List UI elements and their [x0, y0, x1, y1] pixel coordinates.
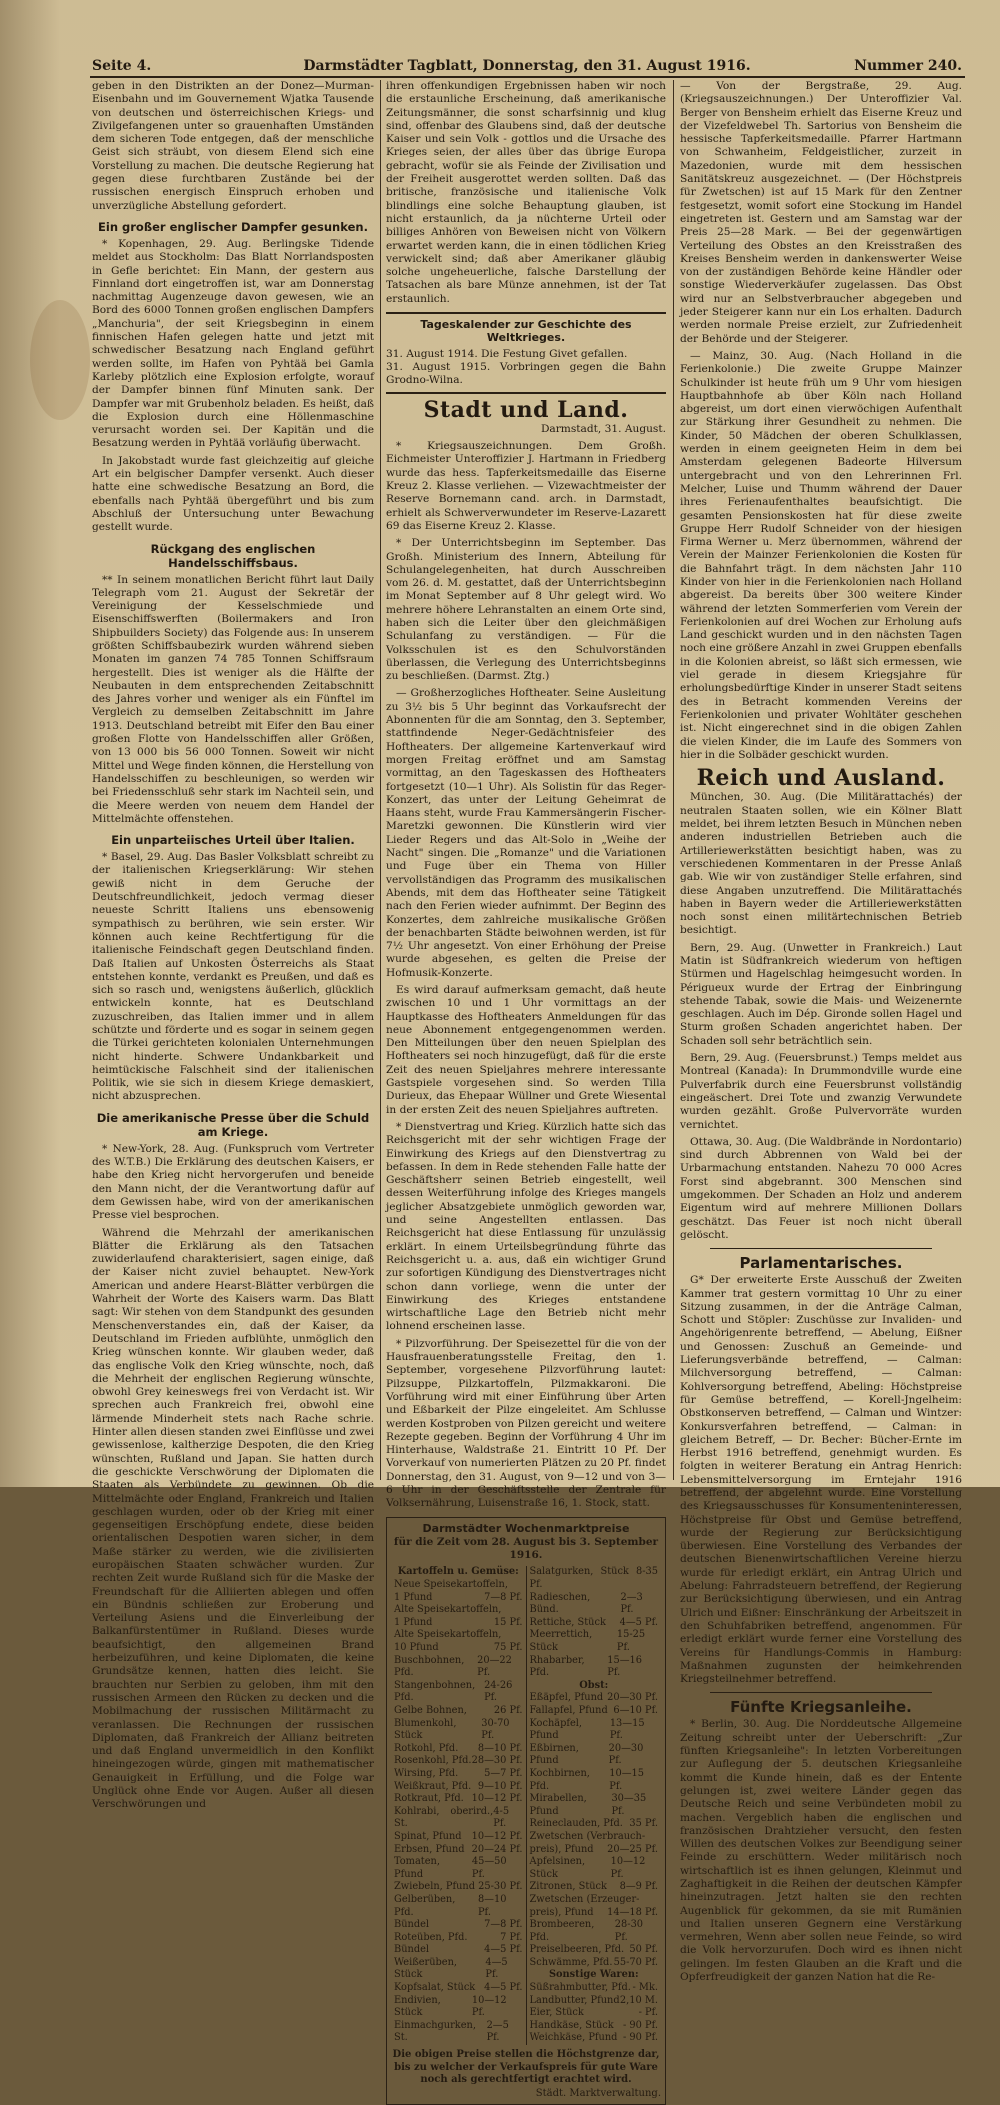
market-row: [394, 1718, 523, 1743]
market-row: [530, 1957, 659, 1970]
market-price: - 90 Pf.: [623, 2032, 658, 2044]
market-price: 8—9 Pf.: [619, 1881, 658, 1893]
market-price: 10—12 Pf.: [471, 1994, 507, 2019]
headline-italien: Ein unparteiisches Urteil über Italien.: [111, 833, 355, 848]
wochenmarktpreise-box: [386, 1517, 666, 2105]
market-price: 6—10 Pf.: [613, 1705, 658, 1716]
market-item: Eier, Stück: [529, 2007, 584, 2019]
market-subtitle: für die Zeit vom 28. August bis 3. September 1916.: [393, 1535, 659, 1562]
market-price: 28-30 Pf.: [614, 1919, 644, 1943]
paper-stain: [30, 300, 90, 420]
market-item: preis), Pfund: [529, 1843, 594, 1855]
market-item: Rosenkohl, Pfd.: [394, 1755, 472, 1767]
market-row: [394, 1655, 523, 1680]
market-row: [394, 1743, 523, 1756]
market-row: [530, 1793, 659, 1818]
market-row: [530, 1982, 659, 1995]
article-continuation: ihren offenkundigen Ergebnissen haben wir noch die erstaunliche Erscheinung, daß amerikanische Zeitungsmänner, die sonst scharfsinnig und klug sind, offenbar des Glaubens sind, daß der deutsche Kaiser und sein Volk - gottlos und die Ursache des Krieges seien, der alles über das übrige Europa gebracht, wofür sie als Feinde der Zivilisation und der Freiheit ausgerottet werden sollten. Daß das britische, französische und italienische Volk blindlings eine solche Behauptung glauben, ist nicht erstaunlich, da ja nüchterne Urteil oder billiges Anhören von Beweisen nicht von Völkern erwartet werden kann, die in einen tödlichen Krieg verwickelt sind; daß aber Amerikaner gläubig solche ungeheuerliche, falsche Darstellung der Tatsachen als bare Münze annehmen, ist der Tat erstaunlich.: [386, 80, 666, 305]
market-price: 20—30 Pf.: [608, 1742, 644, 1767]
market-row: [530, 2007, 659, 2020]
market-item: Landbutter, Pfund: [529, 1994, 620, 2006]
market-row: [394, 1806, 523, 1831]
article-continuation: geben in den Distrikten an der Donez—Murman-Eisenbahn und im Gouvernement Wjatka Tausende von deutschen und österreichischen Kriegs- und Zivilgefangenen unter so grauenhaften Umständen dem sicheren Tode entgegen, daß der menschliche Geist sich sträubt, von diesem Elend sich eine Vorstellung zu machen. Die deutsche Regierung hat gegen diese furchtbaren Zustände bei der russischen energisch Einspruch erhoben und unverzügliche Abstellung gefordert.: [92, 80, 374, 212]
column-divider: [673, 80, 674, 1480]
market-item: Weißkraut, Pfd.: [394, 1780, 472, 1792]
market-row: [530, 1592, 659, 1617]
calendar-entry: 31. August 1915. Vorbringen gegen die Bahn Grodno-Wilna.: [386, 360, 666, 387]
market-item: Meerrettich, Stück: [529, 1629, 593, 1654]
market-item: Rettiche, Stück: [529, 1616, 606, 1628]
headline-parlamentarisches: Parlamentarisches.: [739, 1254, 903, 1273]
market-item: Eßäpfel, Pfund: [529, 1692, 604, 1704]
market-price: - Pf.: [638, 2007, 658, 2019]
market-price: 9—10 Pf.: [477, 1780, 523, 1792]
market-price: 45—50 Pf.: [471, 1856, 507, 1880]
article-paragraph: — Von der Bergstraße, 29. Aug. (Kriegsauszeichnungen.) Der Unteroffizier Val. Berger von Bensheim erhielt das Eiserne Kreuz und der Vizefeldwebel Th. Sartorius von Bensheim die hessische Tapferkeitsmedaille. Pfarrer Hartmann von Schwanheim, Feldgeistlicher, zurzeit in Mazedonien, wurde mit dem hessischen Sanitätskreuz ausgezeichnet. — (Der Höchstpreis für Zwetschen) ist auf 15 Mark für den Zentner festgesetzt, womit sofort eine Stockung im Handel eingetreten ist. Gestern und am Samstag war der Preis 25—28 Mark. — Bei der gegenwärtigen Verteilung des Obstes an den Kreisstraßen des Kreises Bensheim werden in dankenswerter Weise von der zuständigen Behörde keine Händler oder sonstige Wiederverkäufer zugelassen. Das Obst wird nur an Selbstverbraucher abgegeben und jeder Steigerer kann nur ein Los erhalten. Dadurch werden normale Preise erzielt, zur Zufriedenheit der Behörde und der Steigerer.: [680, 80, 962, 345]
market-price: 7—8 Pf.: [484, 1591, 523, 1603]
market-item: Neue Speisekartoffeln,: [394, 1579, 508, 1591]
market-price: 35 Pf.: [629, 1818, 658, 1830]
market-price: 30—35 Pf.: [611, 1793, 647, 1817]
market-price: 50 Pf.: [629, 1944, 658, 1956]
article-paragraph: Während die Mehrzahl der amerikanischen Blätter die Erklärung als den Tatsachen zuwiderlaufend charakterisiert, sagen einige, daß der Kaiser nicht zuviel behauptet. New-York American und andere Hearst-Blätter verbürgen die Wahrheit der Worte des Kaisers warm. Das Blatt sagt: Wir stehen von dem Standpunkt des gesunden Menschenverstandes ein, daß der Kaiser, da Deutschland im Frieden aufblühte, unmöglich den Krieg wünschen konnte. Wir glauben weder, daß das englische Volk den Krieg wünschte, noch, daß die Mehrheit der englischen Regierung wünschte, obwohl Grey keineswegs frei von Verdacht ist. Wir sprechen auch Frankreich frei, obwohl eine lärmende Minderheit stets nach Rache schrie. Hinter allen diesen standen zwei Einflüsse und zwei gewissenlose, kaltherzige Despoten, die den Krieg wünschten, Rußland und Japan. Sie hatten durch die geschickte Verschwörung der Diplomaten die Staaten als Verbündete zu gewinnen. Ob die Mittelmächte oder England, Frankreich und Italien geschlagen wurden, oder ob der Krieg mit einer gegenseitigen Erschöpfung endete, diese beiden orientalischen Despotien waren sicher, in dem Maße stärker zu werden, wie die zivilisierten europäischen Staaten schwächer wurden. Zur rechten Zeit wurde Rußland sich für die Maske der Freundschaft für die Alliierten ablegen und offen ein Bündnis schließen zur Eroberung und Verteilung Asiens und die Einverleibung der Balkanfürstentümer in Rußland. Dieses wurde beaufsichtigt, den allgemeinen Brand herbeizuführen, und keine Diplomaten, die keine Grundsätze kennen, hatten dies leicht. Sie brauchten nur Serbien zu geloben, ihm mit den russischen Armeen den Rücken zu decken und die Mobilmachung der russischen Militärmacht zu veranlassen. Die Rechnungen der russischen Diplomaten, daß Frankreich der Allianz beitreten und daß England unvermeidlich in den Konflikt hineingezogen würde, gingen mit mathematischer Genauigkeit in Erfüllung, und die Folge war Unglück ohne Ende vor Augen. Außer all diesen Verschwörungen und: [92, 1226, 374, 1811]
market-item: Tomaten, Pfund: [394, 1856, 440, 1880]
market-item: Bündel: [394, 1944, 430, 1956]
market-row: [394, 1579, 523, 1592]
market-price: 20—30 Pf.: [607, 1692, 658, 1704]
header-rule: [90, 76, 965, 78]
article-paragraph: * Dienstvertrag und Krieg. Kürzlich hatte sich das Reichsgericht mit der sehr wichtigen Frage der Einwirkung des Kriegs auf den Dienstvertrag zu befassen. In dem in Rede stehenden Falle hatte der Geschäftsherr seinen Betrieb eingestellt, weil dessen Weiterführung infolge des Krieges mangels jeglicher Absatzgebiete unmöglich geworden war, und seine Angestellten entlassen. Das Reichsgericht hat diese Entlassung für unzulässig erklärt. In einem Urteilsbegründung führte das Reichsgericht u. a. aus, daß ein wichtiger Grund zur sofortigen Kündigung des Dienstvertrages nicht schon dann vorliege, wenn die unter der Einwirkung des Krieges entstandene wirtschaftliche Lage den Betrieb nicht mehr lohnend erscheinen lasse.: [386, 1120, 666, 1333]
market-row: [530, 1881, 659, 1894]
article-paragraph: Ottawa, 30. Aug. (Die Waldbrände in Nordontario) sind durch Abbrennen von Wald bei der Urbarmachung entstanden. Nahezu 70 000 Acres Forst sind abgebrannt. 300 Menschen sind umgekommen. Der Schaden an Holz und anderem Eigentum wird auf mehrere Millionen Dollars geschätzt. Das Feuer ist noch nicht überall gelöscht.: [680, 1135, 962, 1241]
section-title-stadt-und-land: Stadt und Land.: [423, 396, 629, 423]
market-price: 15 Pf.: [493, 1616, 523, 1628]
market-price-table: [391, 1566, 661, 2045]
headline-handelsschiffsbau: Rückgang des englischen Handelsschiffsbaus.: [150, 541, 316, 570]
article-paragraph: In Jakobstadt wurde fast gleichzeitig auf gleiche Art ein belgischer Dampfer versenkt. Auch dieser hatte eine schwedische Besatzung an Bord, die ebenfalls nach Pyhtää übergeführt und bis zum Abschluß der Untersuchung unter Bewachung gestellt wurde.: [92, 454, 374, 534]
article-paragraph: Bern, 29. Aug. (Feuersbrunst.) Temps meldet aus Montreal (Kanada): In Drummondville wurde eine Pulverfabrik durch eine Feuersbrunst vollständig eingeäschert. Drei Tote und zwanzig Verwundete wurden gezählt. Große Pulvervorräte wurden vernichtet.: [680, 1052, 962, 1131]
market-item: Gelbe Bohnen,: [394, 1705, 467, 1716]
market-item: Rotkraut, Pfd.: [394, 1793, 464, 1805]
article-paragraph: G* Der erweiterte Erste Ausschuß der Zweiten Kammer trat gestern vormittag 10 Uhr zu einer Sitzung zusammen, in der die Anträge Calman, Schott und Stöpler: Zuschüsse zur Invaliden- und Angehörigenrente betreffend, — Abelung, Eißner und Genossen: Zuschuß an Gemeinde- und Lieferungsverbände betreffend, — Calman: Milchversorgung betreffend, — Calman: Kohlversorgung betreffend, Abeling: Höchstpreise für Gemüse betreffend, — Korell-Jngelheim: Obstkonserven betreffend, — Calman und Wintzer: Konkursverfahren betreffend, — Calman: in gleichem Betreff, — Dr. Becher: Bücher-Ernte im Herbst 1916 betreffend, genehmigt wurden. Es folgten in weiterer Beratung ein Antrag Henrich: Lebensmittelversorgung im Erntejahr 1916 betreffend, der abgelehnt wurde. Eine Vorstellung des Kriegsausschusses für Konsumenteninteressen, Höchstpreise für Obst und Gemüse betreffend, wurde der Regierung zur Berücksichtigung überwiesen. Eine Vorstellung des Verbandes der deutschen Bienenwirtschaftlichen Vereine hierzu wurde für erledigt erklärt, ein Antrag Ulrich und Abelung: Fahrradsteuern betreffend, der Regierung zur Berücksichtigung überwiesen, und ein Antrag Ulrich und Eißner: Einschränkung der Arbeitszeit in den Schuhfabriken betreffend, angenommen. Für erledigt erklärt wurde ferner eine Vorstellung des Vereins für Handlungs-Commis in Hamburg: Maßnahmen zugunsten der heimkehrenden Kriegsteilnehmer betreffend.: [680, 1274, 962, 1686]
market-price: 26 Pf.: [493, 1705, 523, 1716]
market-price: 7 Pf.: [500, 1931, 523, 1943]
market-row: [530, 1944, 659, 1957]
market-price: 2,10 M.: [619, 1994, 658, 2006]
article-paragraph: * Der Unterrichtsbeginn im September. Das Großh. Ministerium des Innern, Abteilung für Schulangelegenheiten, hat durch Ausschreiben vom 26. d. M. gestattet, daß der Unterrichtsbeginn im Monat September auf 8 Uhr gelegt wird. Wo mehrere höhere Lehranstalten an einem Orte sind, haben sich die Leiter über den gleichmäßigen Schulanfang zu verständigen. — Für die Volksschulen ist es den Schulvorständen überlassen, die Verlegung des Unterrichtsbeginns zu beschließen. (Darmst. Ztg.): [386, 537, 666, 683]
market-row: [394, 1705, 523, 1718]
market-row: [530, 1894, 659, 1907]
article-paragraph: — Mainz, 30. Aug. (Nach Holland in die Ferienkolonie.) Die zweite Gruppe Mainzer Schulkinder ist heute früh um 9 Uhr vom hiesigen Hauptbahnhofe ab über Köln nach Holland abgereist, um dort einen vierwöchigen Aufenthalt zur Stärkung ihrer Gesundheit zu nehmen. Die Kinder, 50 Mädchen der oberen Schulklassen, werden in einem geeigneten Heim in dem bei Amsterdam gelegenen Badeorte Hilversum untergebracht und von den Lehrerinnen Frl. Melcher, Luise und Thumm während der Dauer ihres Ferienaufenthaltes beaufsichtigt. Die gesamten Pensionskosten hat für diese zweite Gruppe Herr Rudolf Schneider von der hiesigen Firma Werner u. Merz übernommen, während der Verein der Mainzer Ferienkolonien die Kosten für die Bahnfahrt trägt. In dem nächsten Jahr 110 Kinder von hier in die Ferienkolonien nach Holland abgereist. Da bereits über 300 weitere Kinder während der letzten Sommerferien vom Verein der Ferienkolonien auf drei Wochen zur Erholung aufs Land geschickt wurden und in den nächsten Tagen noch eine größere Anzahl in zwei Gruppen ebenfalls in die Kolonien abreist, so läßt sich ermessen, wie viel gerade in diesem Kriegsjahre für erholungsbedürftige Kinder in unserer Stadt seitens des in Betracht kommenden Vereins der Ferienkolonien und privater Wohltäter geschehen ist. Nicht eingerechnet sind in die obigen Zahlen die vielen Kinder, die im Laufe des Sommers von hier in die Solbäder geschickt wurden.: [680, 349, 962, 761]
market-item: Bündel: [394, 1919, 430, 1931]
market-row: [394, 1982, 523, 1995]
article-paragraph: — Großherzogliches Hoftheater. Seine Ausleitung zu 3½ bis 5 Uhr beginnt das Vorkaufsrecht der Abonnenten für die am Sonntag, den 3. September, stattfindende Neger-Gedächtnisfeier des Hoftheaters. Der allgemeine Kartenverkauf wird morgen Freitag eröffnet und am Samstag vormittag, an den Tageskassen des Hoftheaters fortgesetzt (10—1 Uhr). Als Solistin für das Reger-Konzert, das unter der Leitung Geheimrat de Haans steht, wurde Frau Kammersängerin Fischer-Maretzki gewonnen. Die Künstlerin wird vier Lieder Regers und das Alt-Solo in „Weihe der Nacht" singen. Die „Romanze" und die Variationen und Fuge über ein Thema von Hiller vervollständigen das Programm des musikalischen Abends, mit dem das Hoftheater seine Tätigkeit nach den Ferien wieder aufnimmt. Der Beginn des Konzertes, dem zahlreiche musikalische Größen der benachbarten Städte beiwohnen werden, ist für 7½ Uhr angesetzt. Von einer Erhöhung der Preise wurde abgesehen, es gelten die Preise der Hofmusik-Konzerte.: [386, 687, 666, 979]
page-number: Seite 4.: [92, 58, 152, 74]
market-item: Zwetschen (Verbrauch-: [529, 1830, 646, 1842]
market-row: [530, 1692, 659, 1705]
market-row: [394, 1768, 523, 1781]
market-price: 5—7 Pf.: [484, 1767, 523, 1779]
market-item: Roteüben, Pfd.: [394, 1931, 468, 1943]
market-item: Einmachgurken, St.: [394, 2019, 476, 2044]
market-row: [394, 1995, 523, 2020]
market-item: Rotkohl, Pfd.: [394, 1742, 459, 1754]
market-row: [394, 1642, 523, 1655]
market-signature: Städt. Marktverwaltung.: [535, 2087, 661, 2099]
market-price: 25-30 Pf.: [478, 1881, 523, 1893]
headline-dampfer: Ein großer englischer Dampfer gesunken.: [98, 219, 368, 234]
column-1: [92, 80, 374, 1811]
market-row: [530, 1655, 659, 1680]
market-row: [530, 1907, 659, 1920]
tageskalender-title: Tageskalender zur Geschichte des Weltkrieges.: [420, 318, 632, 345]
market-item: Apfelsinen, Stück: [529, 1856, 586, 1880]
tageskalender-box: [386, 312, 666, 393]
market-price: 10—12 Pf.: [610, 1856, 646, 1880]
market-price: 4—5 Pf.: [484, 1944, 523, 1956]
market-item: Spinat, Pfund: [394, 1830, 462, 1842]
market-title: Darmstädter Wochenmarktpreise: [422, 1521, 630, 1535]
market-item: Mirabellen, Pfund: [529, 1793, 587, 1817]
market-item: Radieschen, Bünd.: [529, 1591, 591, 1616]
market-price: - Mk.: [632, 1982, 658, 1994]
market-group-heading: Sonstige Waren:: [548, 1969, 639, 1981]
market-price: 10—15 Pf.: [609, 1767, 644, 1792]
market-price: 10—12 Pf.: [471, 1830, 523, 1842]
market-item: Zwiebeln, Pfund: [394, 1881, 475, 1893]
market-row: [394, 1680, 523, 1705]
market-row: [394, 1944, 523, 1957]
market-price: 4—5 Pf.: [484, 1982, 523, 1994]
market-row: [394, 1919, 523, 1932]
market-row: [394, 1894, 523, 1919]
market-item: Schwämme, Pfd.: [529, 1956, 613, 1968]
market-item: Kochbirnen, Pfd.: [529, 1767, 590, 1792]
market-row: [530, 1995, 659, 2008]
market-price: 10—12 Pf.: [471, 1793, 523, 1805]
article-paragraph: ** In seinem monatlichen Bericht führt laut Daily Telegraph vom 21. August der Sekretär der Vereinigung der Kesselschmiede und Eisenschiffswerften (Boilermakers and Iron Shipbuilders Society) das Folgende aus: In unserem größten Schiffsbaubezirk wurden während sieben Monaten im ganzen 74 785 Tonnen Schiffsraum hergestellt. Dies ist weniger als die Hälfte der Neubauten in dem entsprechenden Zeitabschnitt des Jahres vorher und weniger als ein Fünftel im Vergleich zu demselben Zeitabschnitt im Jahre 1913. Deutschland betreibt mit Eifer den Bau einer großen Flotte von Handelsschiffen aller Größen, von 13 000 bis 56 000 Tonnen. Soweit wir nicht Mittel und Wege finden können, die Herstellung von Handelsschiffen zu beschleunigen, so werden wir bei Friedensschluß sehr stark im Nachteil sein, und die Meere werden von neuem dem Handel der Mittelmächte offenstehen.: [92, 573, 374, 825]
market-price: 2—5 Pf.: [486, 2019, 509, 2044]
market-item: Blumenkohl, Stück: [394, 1717, 457, 1742]
market-price: 24-26 Pf.: [484, 1679, 513, 1704]
market-row: [394, 1831, 523, 1844]
market-left-column: [391, 1566, 526, 2045]
market-price: 4—5 Pf.: [619, 1616, 658, 1628]
market-row: [530, 1818, 659, 1831]
market-note: Die obigen Preise stellen die Höchstgrenze dar, bis zu welcher der Verkaufspreis für gute Ware noch als gerechtfertigt erachtet wird.: [392, 2049, 660, 2086]
market-price: 20—22 Pf.: [477, 1654, 512, 1679]
article-paragraph: Es wird darauf aufmerksam gemacht, daß heute zwischen 10 und 1 Uhr vormittags an der Hauptkasse des Hoftheaters Anmeldungen für das neue Abonnement entgegengenommen werden. Den Mitteilungen über den neuen Spielplan des Hoftheaters sei noch hinzugefügt, daß für die erste Zeit des neuen Spieljahres mehrere interessante Gastspiele vorgesehen sind. So werden Tilla Durieux, das Ehepaar Wüllner und Grete Wiesental in der ersten Zeit des neuen Spieljahres auftreten.: [386, 984, 666, 1116]
market-item: Brombeeren, Pfd.: [529, 1919, 595, 1943]
market-row: [394, 2020, 523, 2045]
market-price: 75 Pf.: [493, 1642, 523, 1654]
market-item: Stangenbohnen, Pfd.: [394, 1679, 476, 1704]
article-paragraph: * Pilzvorführung. Der Speisezettel für die von der Hausfrauenberatungsstelle Freitag, den 1. September, vorgesehene Pilzvorführung lautet: Pilzsuppe, Pilzkartoffeln, Pilzmakkaroni. Die Vorführung wird mit einer Einführung über Arten und Eßbarkeit der Pilze eingeleitet. Am Schlusse werden Kostproben von Pilzen gereicht und weitere Rezepte gegeben. Beginn der Vorführung 4 Uhr im Hinterhause, Waldstraße 21. Eintritt 10 Pf. Der Vorverkauf von numerierten Plätzen zu 20 Pf. findet Donnerstag, den 31. August, von 9—12 und von 3—6 Uhr in der Geschäftsstelle der Zentrale für Volksernährung, Luisenstraße 16, 1. Stock, statt.: [386, 1337, 666, 1510]
market-price: 2—3 Pf.: [620, 1591, 643, 1616]
market-item: Kochäpfel, Pfund: [529, 1717, 583, 1742]
headline-amerikanische-presse: Die amerikanische Presse über die Schuld am Kriege.: [96, 1110, 370, 1139]
market-item: preis), Pfund: [529, 1906, 594, 1918]
market-item: Erbsen, Pfund: [394, 1843, 465, 1855]
separator-rule: [710, 1692, 932, 1693]
market-price: 14—18 Pf.: [607, 1906, 658, 1918]
market-price: 8—10 Pf.: [477, 1893, 507, 1918]
market-price: 8—10 Pf.: [477, 1742, 523, 1754]
market-price: 20—25 Pf.: [607, 1843, 658, 1855]
market-row: [394, 1844, 523, 1857]
market-row: [530, 2032, 659, 2045]
issue-number: Nummer 240.: [854, 58, 962, 74]
market-row: [394, 1592, 523, 1605]
market-row: [530, 2020, 659, 2033]
headline-kriegsanleihe: Fünfte Kriegsanleihe.: [730, 1698, 912, 1717]
market-item: Fallapfel, Pfund: [529, 1705, 608, 1716]
market-price: 4—5 Pf.: [485, 1956, 508, 1981]
market-row: [394, 1755, 523, 1768]
article-paragraph: * Berlin, 30. Aug. Die Norddeutsche Allgemeine Zeitung schreibt unter der Ueberschrift: „Zur fünften Kriegsanleihe": In letzten Vorbereitungen zur Auflegung der 5. deutschen Kriegsanleihe kommt die Kunde hinein, daß es der Entente gelungen ist, zwei weitere Länder gegen das Deutsche Reich und seine Verbündeten mobil zu machen. Vergeblich haben die englischen und französischen Drahtzieher versucht, den festen Willen des deutschen Volkes zur Beendigung seiner Feinde zu erschüttern. Weder militärisch noch wirtschaftlich ist es ihnen gelungen, Kleinmut und Zaghaftigkeit in die Reihen der deutschen Kämpfer hineinzutragen. Jetzt halten sie den rechten Augenblick für gekommen, da sie mit Rumänien und Italien unseren Gegnern eine Verstärkung vermehren, Wenn aber sollen neue Feinde, so wird die Volk hervorzurufen. Doch wird es ihnen nicht gelingen. Im festen Glauben an die Kraft und die Opferfreudigkeit der ganzen Nation hat die Re-: [680, 1718, 962, 1984]
article-paragraph: * New-York, 28. Aug. (Funkspruch vom Vertreter des W.T.B.) Die Erklärung des deutschen Kaisers, er habe den Krieg nicht hervorgerufen und beneide den Mann nicht, der die Verantwortung dafür auf dem Gewissen habe, wird von der amerikanischen Presse viel besprochen.: [92, 1142, 374, 1222]
market-group-heading: Obst:: [579, 1679, 609, 1691]
market-item: Buschbohnen, Pfd.: [394, 1654, 465, 1679]
masthead-title: Darmstädter Tagblatt, Donnerstag, den 31. August 1916.: [303, 58, 751, 74]
market-row: [530, 1919, 659, 1944]
market-row: [530, 1705, 659, 1718]
market-item: Alte Speisekartoffeln,: [394, 1629, 502, 1641]
market-row: [394, 1932, 523, 1945]
market-item: Reineclauden, Pfd.: [529, 1818, 623, 1830]
market-item: Kohlrabi, oberird., St.: [394, 1805, 494, 1830]
market-row: [394, 1793, 523, 1806]
market-item: 1 Pfund: [394, 1616, 433, 1628]
separator-rule: [710, 1248, 932, 1249]
market-item: Alte Speisekartoffeln,: [394, 1604, 502, 1616]
market-price: 13—15 Pf.: [609, 1717, 645, 1742]
article-paragraph: * Basel, 29. Aug. Das Basler Volksblatt schreibt zu der italienischen Kriegserklärung: Wir stehen gewiß nicht in dem Geruche der Deutschfreundlichkeit, jedoch vermag dieser neueste Schritt Italiens uns ebensowenig sympathisch zu berühren, wie sein erster. Wir können auch keine Rechtfertigung für die italienische Feindschaft gegen Deutschland finden. Daß Italien auf Unkosten Österreichs als Staat entstehen konnte, verdankt es Preußen, und daß es sich so rasch und, wenigstens äußerlich, glücklich entwickeln konnte, hat es Deutschland zuzuschreiben, das Italien immer und in allem schützte und förderte und es sogar in seinem gegen die Türkei gerichteten kolonialen Unternehmungen nicht hinderte. Schwere Undankbarkeit und heimtückische Falschheit sind der italienischen Politik, wie sie sich in diesem Kriege demaskiert, nicht abzusprechen.: [92, 851, 374, 1103]
market-item: 10 Pfund: [394, 1642, 439, 1654]
market-price: 15-25 Pf.: [616, 1629, 646, 1654]
market-item: Kopfsalat, Stück: [394, 1982, 476, 1994]
market-row: [530, 1617, 659, 1630]
market-row: [394, 1604, 523, 1617]
dateline: Darmstadt, 31. August.: [540, 422, 666, 435]
market-item: Zwetschen (Erzeuger-: [529, 1893, 640, 1905]
page-header: [92, 58, 962, 78]
calendar-entry: 31. August 1914. Die Festung Givet gefallen.: [386, 347, 628, 360]
market-row: [394, 1629, 523, 1642]
market-row: [394, 1617, 523, 1630]
article-paragraph: Bern, 29. Aug. (Unwetter in Frankreich.) Laut Matin ist Südfrankreich wiederum von heftigen Stürmen und Hagelschlag heimgesucht worden. In Périgueux wurde der Ertrag der Einbringung stehende Tabak, sowie die Mais- und Weizenernte geschlagen. Auch im Dép. Gironde sollen Hagel und Sturm großen Schaden angerichtet haben. Der Schaden soll sehr beträchtlich sein.: [680, 941, 962, 1047]
market-row: [394, 1781, 523, 1794]
article-paragraph: * Kriegsauszeichnungen. Dem Großh. Eichmeister Unteroffizier J. Hartmann in Friedberg wurde das hess. Tapferkeitsmedaille das Eiserne Kreuz 2. Klasse verliehen. — Vizewachtmeister der Reserve Bornemann cand. arch. in Darmstadt, erhielt als Schwerverwundeter im Reserve-Lazarett 69 das Eiserne Kreuz 2. Klasse.: [386, 440, 666, 532]
market-item: 1 Pfund: [394, 1591, 433, 1603]
market-item: Weißerüben, Stück: [394, 1956, 458, 1981]
market-item: Salatgurken, Stück 8-35 Pf.: [529, 1566, 658, 1591]
market-item: Eßbirnen, Pfund: [529, 1742, 579, 1767]
market-row: [530, 1743, 659, 1768]
column-3: [680, 80, 962, 1984]
market-item: Wirsing, Pfd.: [394, 1767, 459, 1779]
market-row: [394, 1856, 523, 1881]
market-price: - 90 Pf.: [623, 2019, 658, 2031]
market-price: 7—8 Pf.: [484, 1919, 523, 1931]
market-row: [394, 1881, 523, 1894]
market-row: [530, 1629, 659, 1654]
market-price: 28—30 Pf.: [471, 1755, 523, 1767]
market-left-heading: Kartoffeln u. Gemüse:: [397, 1566, 519, 1578]
article-paragraph: * Kopenhagen, 29. Aug. Berlingske Tidende meldet aus Stockholm: Das Blatt Norrlandsposten in Gefle berichtet: Ein Mann, der gestern aus Finnland dort eingetroffen ist, war am Donnerstag nachmittag Augenzeuge davon gewesen, wie an Bord des 6000 Tonnen großen englischen Dampfers „Manchuria", der seit Kriegsbeginn in einem finnischen Hafen gelegen hatte und jetzt mit schwedischer Besatzung nach England geführt werden sollte, im Hafen von Pyhtää bei Gamla Karleby plötzlich eine Explosion erfolgte, worauf der Dampfer binnen fünf Minuten sank. Der Dampfer war mit Grubenholz beladen. Es heißt, daß die Explosion durch eine Höllenmaschine verursacht worden sei. Der Kapitän und die Besatzung werden in Pyhtää vorläufig überwacht.: [92, 237, 374, 450]
market-price: 4-5 Pf.: [493, 1805, 510, 1830]
market-item: Rhabarber, Pfd.: [529, 1654, 585, 1679]
market-item: Gelberüben, Pfd.: [394, 1893, 456, 1918]
market-price: 55-70 Pf.: [613, 1956, 658, 1968]
article-paragraph: München, 30. Aug. (Die Militärattachés) der neutralen Staaten sollen, wie ein Kölner Blatt meldet, bei ihrem letzten Besuch in München neben anderen industriellen Betrieben auch die Artilleriewerkstätten besichtigt haben, was zu verschiedenen Kommentaren in der Presse Anlaß gab. Wie wir von zuständiger Stelle erfahren, sind diese Angaben unzutreffend. Die Militärattachés haben in Bayern weder die Artilleriewerkstätten noch sonst einen militärtechnischen Betrieb besichtigt.: [680, 791, 962, 937]
market-item: Endivien, Stück: [394, 1994, 441, 2019]
market-row: [530, 1844, 659, 1857]
market-item: Handkäse, Stück: [529, 2019, 614, 2031]
market-item: Weichkäse, Pfund: [529, 2032, 618, 2044]
market-item: Preiselbeeren, Pfd.: [529, 1944, 625, 1956]
column-divider: [380, 80, 381, 1480]
market-row: [394, 1957, 523, 1982]
market-price: 30-70 Pf.: [481, 1717, 510, 1742]
market-row: [530, 1768, 659, 1793]
market-row: [530, 1718, 659, 1743]
market-price: 15—16 Pf.: [607, 1654, 642, 1679]
market-price: 20—24 Pf.: [471, 1843, 523, 1855]
market-item: Süßrahmbutter, Pfd.: [529, 1982, 631, 1994]
column-2: [386, 80, 666, 2099]
market-row: [530, 1831, 659, 1844]
market-right-column: [526, 1566, 662, 2045]
market-row: [530, 1566, 659, 1591]
market-item: Zitronen, Stück: [529, 1881, 607, 1893]
section-title-reich-und-ausland: Reich und Ausland.: [696, 765, 946, 792]
market-row: [530, 1856, 659, 1881]
